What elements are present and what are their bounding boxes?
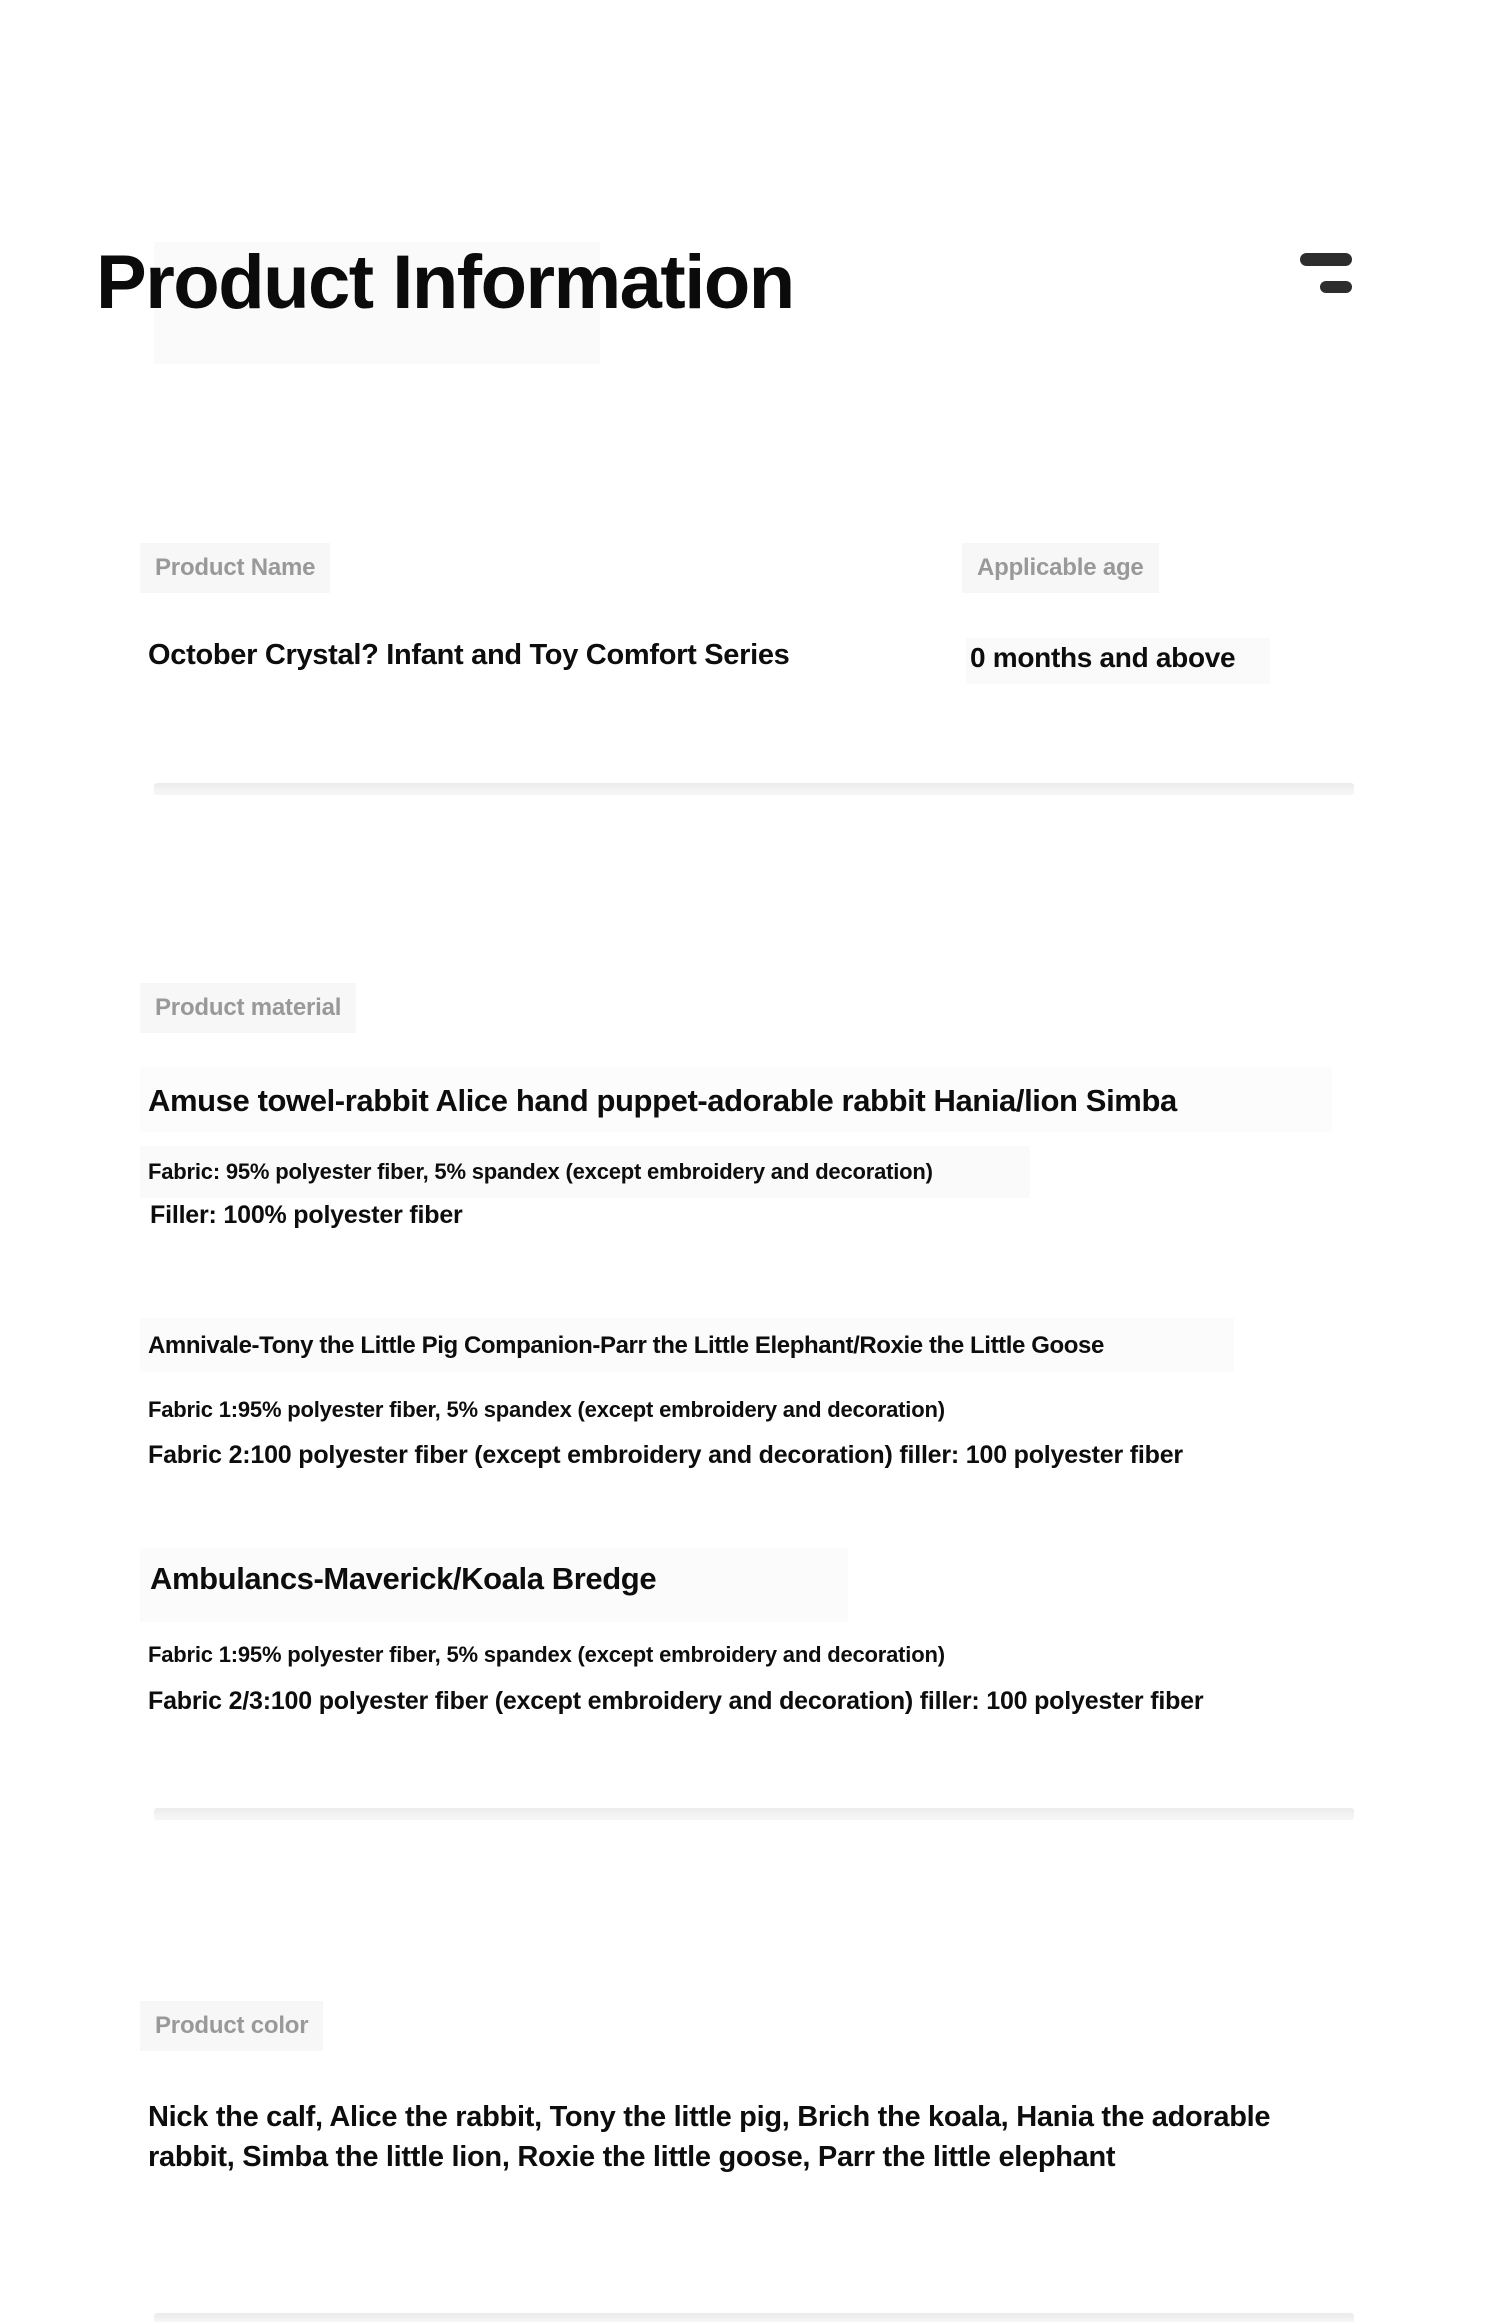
section-divider	[154, 783, 1354, 795]
product-name-label: Product Name	[140, 543, 330, 593]
menu-icon[interactable]	[1292, 245, 1360, 301]
product-color-label: Product color	[140, 2001, 323, 2051]
applicable-age-value: 0 months and above	[970, 642, 1236, 673]
section-divider	[154, 1808, 1354, 1820]
material-group3-heading: Ambulancs-Maverick/Koala Bredge	[150, 1561, 657, 1596]
material-group1-filler-line: Filler: 100% polyester fiber	[150, 1201, 463, 1229]
applicable-age-label: Applicable age	[962, 543, 1159, 593]
material-group1-heading: Amuse towel-rabbit Alice hand puppet-adorable rabbit Hania/lion Simba	[148, 1083, 1177, 1118]
material-group2-heading: Amnivale-Tony the Little Pig Companion-Parr the Little Elephant/Roxie the Little Goose	[148, 1332, 1104, 1359]
product-color-value: Nick the calf, Alice the rabbit, Tony the little pig, Brich the koala, Hania the adorable rabbit, Simba the little lion, Roxie the little goose, Parr the little elephant	[148, 2101, 1271, 2173]
material-group2-fabric2-line: Fabric 2:100 polyester fiber (except embroidery and decoration) filler: 100 polyester fiber	[148, 1441, 1183, 1469]
menu-bar-bottom-icon	[1320, 281, 1352, 293]
product-material-label: Product material	[140, 983, 356, 1033]
menu-bar-top-icon	[1300, 253, 1352, 266]
material-group1-fabric-line: Fabric: 95% polyester fiber, 5% spandex (except embroidery and decoration)	[148, 1159, 933, 1184]
section-divider	[154, 2313, 1354, 2322]
page-title: Product Information	[96, 240, 794, 325]
product-name-value: October Crystal? Infant and Toy Comfort Series	[148, 639, 790, 671]
material-group3-fabric1-line: Fabric 1:95% polyester fiber, 5% spandex (except embroidery and decoration)	[148, 1642, 945, 1667]
material-group3-fabric23-line: Fabric 2/3:100 polyester fiber (except embroidery and decoration) filler: 100 polyester fiber	[148, 1687, 1204, 1715]
material-group2-fabric1-line: Fabric 1:95% polyester fiber, 5% spandex (except embroidery and decoration)	[148, 1397, 945, 1422]
